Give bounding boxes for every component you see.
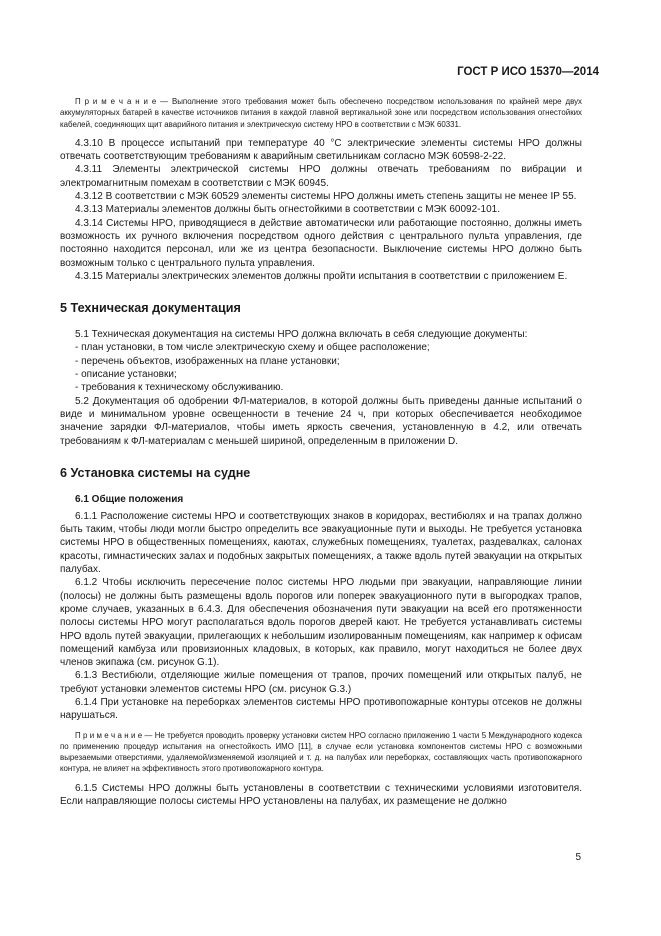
note-paragraph: П р и м е ч а н и е — Выполнение этого требования может быть обеспечено посредством использования по крайней мере двух аккумуляторных батарей в качестве источников питания в каждой главной вертикальной зоне или посредством использования огнестойких кабелей, соединяющих щит аварийного питания и электрическую систему НРО в соответствии с МЭК 60331.: [60, 97, 582, 129]
paragraph: 6.1.5 Системы НРО должны быть установлены в соответствии с техническими условиями изготовителя. Если направляющие полосы системы НРО установлены на палубах, их размещение не должно: [60, 782, 582, 808]
paragraph: 4.3.15 Материалы электрических элементов должны пройти испытания в соответствии с приложением Е.: [75, 270, 568, 282]
page-number: 5: [575, 852, 581, 863]
subsection-heading: 6.1 Общие положения: [75, 493, 184, 505]
list-item: - требования к техническому обслуживанию.: [75, 382, 284, 394]
paragraph: 4.3.10 В процессе испытаний при температуре 40 °С электрические элементы системы НРО должны отвечать соответствующим требованиям к аварийным светильникам согласно МЭК 60598-2-22.: [60, 137, 582, 163]
list-item: - план установки, в том числе электрическую схему и общее расположение;: [75, 342, 430, 354]
paragraph: 5.1 Техническая документация на системы НРО должна включать в себя следующие документы:: [75, 329, 528, 341]
list-item: - перечень объектов, изображенных на плане установки;: [75, 355, 340, 367]
paragraph: 4.3.13 Материалы элементов должны быть огнестойкими в соответствии с МЭК 60092-101.: [75, 204, 500, 216]
paragraph: 6.1.1 Расположение системы НРО и соответствующих знаков в коридорах, вестибюлях и на трапах должно быть таким, чтобы люди могли быстро определить все эвакуационные пути и выходы. Не требуется установка системы НРО в общественных помещениях, каютах, служебных помещениях, туалетах, раздевалках, салонах красоты, гимнастических залах и подобных закрытых помещениях, а также вдоль путей эвакуации на открытых палубах.: [60, 510, 582, 576]
paragraph: 4.3.12 В соответствии с МЭК 60529 элементы системы НРО должны иметь степень защиты не менее IP 55.: [75, 191, 577, 203]
paragraph: 5.2 Документация об одобрении ФЛ-материалов, в которой должны быть приведены данные испытаний о виде и минимальном уровне освещенности в течение 24 ч, при которых обеспечивается необходимое значение зарядки ФЛ-материалов, чтобы иметь яркость свечения, установленную в 4.2, или отвечать требованиям к ФЛ-материалам с меньшей шириной, определенным в приложении D.: [60, 395, 582, 447]
section-heading: 6 Установка системы на судне: [60, 465, 251, 480]
note-paragraph: П р и м е ч а н и е — Не требуется проводить проверку установки систем НРО согласно приложению 1 части 5 Международного кодекса по применению процедур испытания на огнестойкость ИМО [11], в случае если установка компонентов системы НРО с возможными вырезаемыми отверстиями, удаляемой/изменяемой изоляцией и т. д. на палубах или переборках, составляющих часть противопожарного контура, не влияет на эффективность этого противопожарного контура.: [60, 730, 582, 774]
paragraph: 6.1.4 При установке на переборках элементов системы НРО противопожарные контуры отсеков не должны нарушаться.: [60, 696, 582, 722]
paragraph: 4.3.11 Элементы электрической системы НРО должны отвечать требованиям по вибрации и электромагнитным помехам в соответствии с МЭК 60945.: [60, 164, 582, 189]
document-header: ГОСТ Р ИСО 15370—2014: [457, 66, 599, 78]
paragraph: 4.3.14 Системы НРО, приводящиеся в действие автоматически или работающие постоянно, должны иметь возможность их ручного включения посредством одного действия с центрального пульта управления, где постоянно находится персонал, или же из центра безопасности. Выключение системы НРО должно быть возможным только с центрального пульта управления.: [60, 217, 582, 269]
list-item: - описание установки;: [75, 369, 177, 381]
paragraph: 6.1.2 Чтобы исключить пересечение полос системы НРО людьми при эвакуации, направляющие линии (полосы) не должны быть размещены вдоль порогов или поперек эвакуационного пути в выгородках трапов, кроме случаев, указанных в 6.4.3. Для обеспечения обозначения пути эвакуации на всей его протяженности полосы системы НРО могут располагаться вдоль порогов дверей кают. Не требуется устанавливать системы НРО вдоль путей эвакуации, прилегающих к небольшим изолированным помещениям, как например к офисам помещений камбуза или провизионных кладовых, в которых, как правило, могут находиться не более двух членов экипажа (см. рисунок G.1).: [60, 577, 582, 669]
paragraph: 6.1.3 Вестибюли, отделяющие жилые помещения от трапов, прочих помещений или открытых палуб, не требуют установки элементов системы НРО (см. рисунок G.3.): [60, 670, 582, 695]
document-body: [60, 96, 582, 808]
section-heading: 5 Техническая документация: [60, 301, 241, 316]
